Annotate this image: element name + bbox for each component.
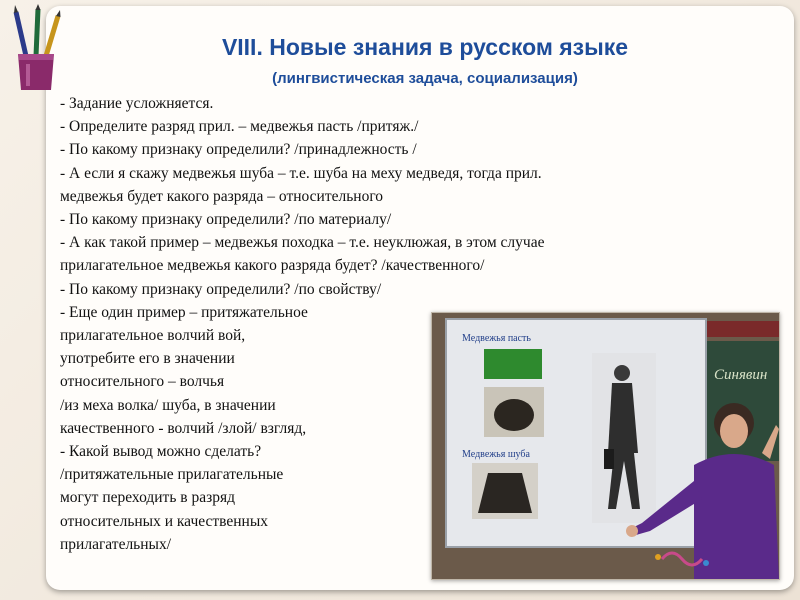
text-line: - Еще один пример – притяжательное (60, 303, 308, 321)
text-line: /из меха волка/ шуба, в значении (60, 396, 276, 414)
text-line: - Какой вывод можно сделать? (60, 443, 262, 461)
slide-subtitle: (лингвистическая задача, социализация) (272, 70, 578, 87)
classroom-illustration (432, 313, 779, 579)
text-line: относительных и качественных (60, 512, 269, 530)
text-line: - А как такой пример – медвежья походка – т.е. неуклюжая, в этом случае (60, 234, 545, 252)
text-line: могут переходить в разряд (60, 489, 235, 507)
screen-label-jaws: Медвежья пасть (462, 333, 531, 344)
text-line: медвежья будет какого разряда – относительного (60, 187, 384, 205)
text-line: относительного – волчья (60, 373, 225, 391)
text-line: качественного - волчий /злой/ взгляд, (60, 419, 307, 437)
text-line: прилагательное медвежья какого разряда будет? /качественного/ (60, 257, 485, 275)
text-line: - Определите разряд прил. – медвежья пасть /притяж./ (60, 118, 419, 136)
text-line: /притяжательные прилагательные (60, 466, 284, 484)
text-line: - А если я скажу медвежья шуба – т.е. шуба на меху медведя, тогда прил. (60, 164, 542, 182)
text-line: прилагательных/ (60, 535, 172, 553)
text-line: прилагательное волчий вой, (60, 327, 246, 345)
text-line: употребите его в значении (60, 350, 235, 368)
pencil-cup-icon (4, 4, 68, 94)
text-line: - По какому признаку определили? /по материалу/ (60, 211, 392, 229)
screen-label-coat: Медвежья шуба (462, 449, 530, 460)
text-line: - По какому признаку определили? /по свойству/ (60, 280, 382, 298)
text-line: - По какому признаку определили? /принадлежность / (60, 141, 417, 159)
classroom-photo (431, 312, 780, 580)
text-line: - Задание усложняется. (60, 95, 214, 112)
board-word: Синявин (714, 367, 768, 383)
slide-title: VIII. Новые знания в русском языке (221, 34, 629, 60)
